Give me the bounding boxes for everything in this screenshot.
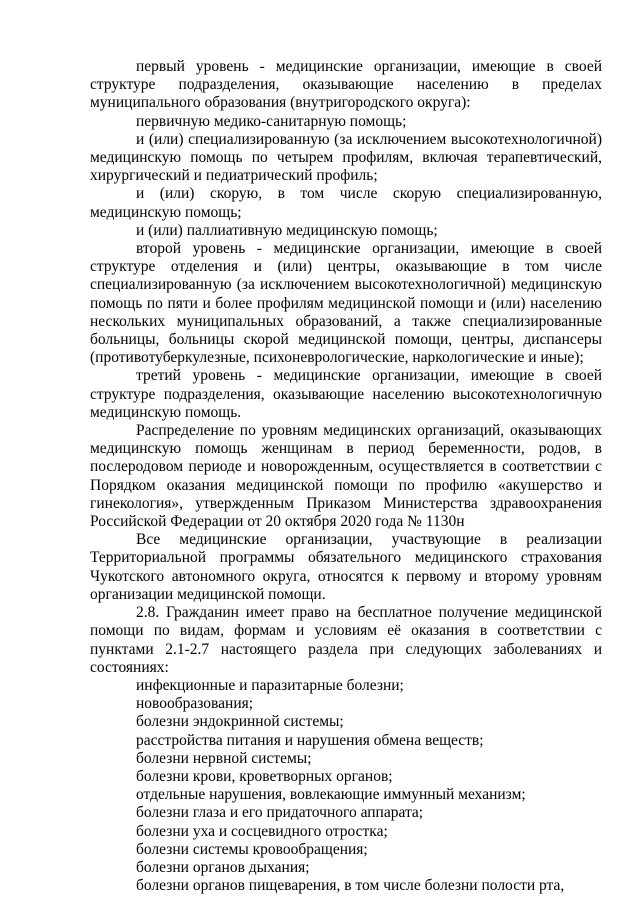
condition-item: болезни эндокринной системы; [136,713,344,731]
document-page [90,58,602,895]
paragraph-palliative-care: и (или) паллиативную медицинскую помощь; [136,221,438,239]
paragraph-section-2-8: 2.8. Гражданин имеет право на бесплатное получение медицинской помощи по видам, формам и условиям её оказания в соответствии с пунктами 2.1-2.7 настоящего раздела при следующих заболеваниях и состояниях: [90,604,602,676]
paragraph-first-level: первый уровень - медицинские организации, имеющие в своей структуре подразделения, оказывающие населению в пределах муниципального образования (внутригородского округа): [90,58,602,112]
condition-item: болезни органов пищеварения, в том числе болезни полости рта, [136,877,565,895]
condition-item: болезни уха и сосцевидного отростка; [136,822,388,840]
condition-item: болезни крови, кроветворных органов; [136,767,393,785]
condition-item: болезни глаза и его придаточного аппарата; [136,804,424,822]
paragraph-oms-organizations: Все медицинские организации, участвующие в реализации Территориальной программы обязательного медицинского страхования Чукотского автономного округа, относятся к первому и второму уровням организации медицинской помощи. [90,531,602,603]
condition-item: болезни системы кровообращения; [136,840,368,858]
paragraph-second-level: второй уровень - медицинские организации, имеющие в своей структуре отделения и (или) центры, оказывающие в том числе специализированную (за исключением высокотехнологичной) медицинскую помощь по пяти и более профилям медицинской помощи и (или) населению нескольких муниципальных образований, а также специализированные больницы, больницы скорой медицинской помощи, центры, диспансеры (противотуберкулезные, психоневрологические, наркологические и иные); [90,240,602,367]
condition-item: новообразования; [136,695,254,713]
paragraph-maternity-distribution: Распределение по уровням медицинских организаций, оказывающих медицинскую помощь женщинам в период беременности, родов, в послеродовом периоде и новорожденным, осуществляется в соответствии с Порядком оказания медицинской помощи по профилю «акушерство и гинекология», утвержденным Приказом Министерства здравоохранения Российской Федерации от 20 октября 2020 года № 1130н [90,422,602,531]
condition-item: болезни органов дыхания; [136,858,310,876]
paragraph-emergency-care: и (или) скорую, в том числе скорую специализированную, медицинскую помощь; [90,185,602,221]
condition-item: расстройства питания и нарушения обмена веществ; [136,731,484,749]
condition-item: отдельные нарушения, вовлекающие иммунный механизм; [136,786,526,804]
paragraph-primary-care: первичную медико-санитарную помощь; [136,112,407,130]
paragraph-third-level: третий уровень - медицинские организации, имеющие в своей структуре подразделения, оказывающие населению высокотехнологичную медицинскую помощь. [90,367,602,421]
paragraph-specialized-care: и (или) специализированную (за исключением высокотехнологичной) медицинскую помощь по четырем профилям, включая терапевтический, хирургический и педиатрический профиль; [90,130,602,185]
condition-item: болезни нервной системы; [136,749,312,767]
condition-item: инфекционные и паразитарные болезни; [136,676,404,694]
